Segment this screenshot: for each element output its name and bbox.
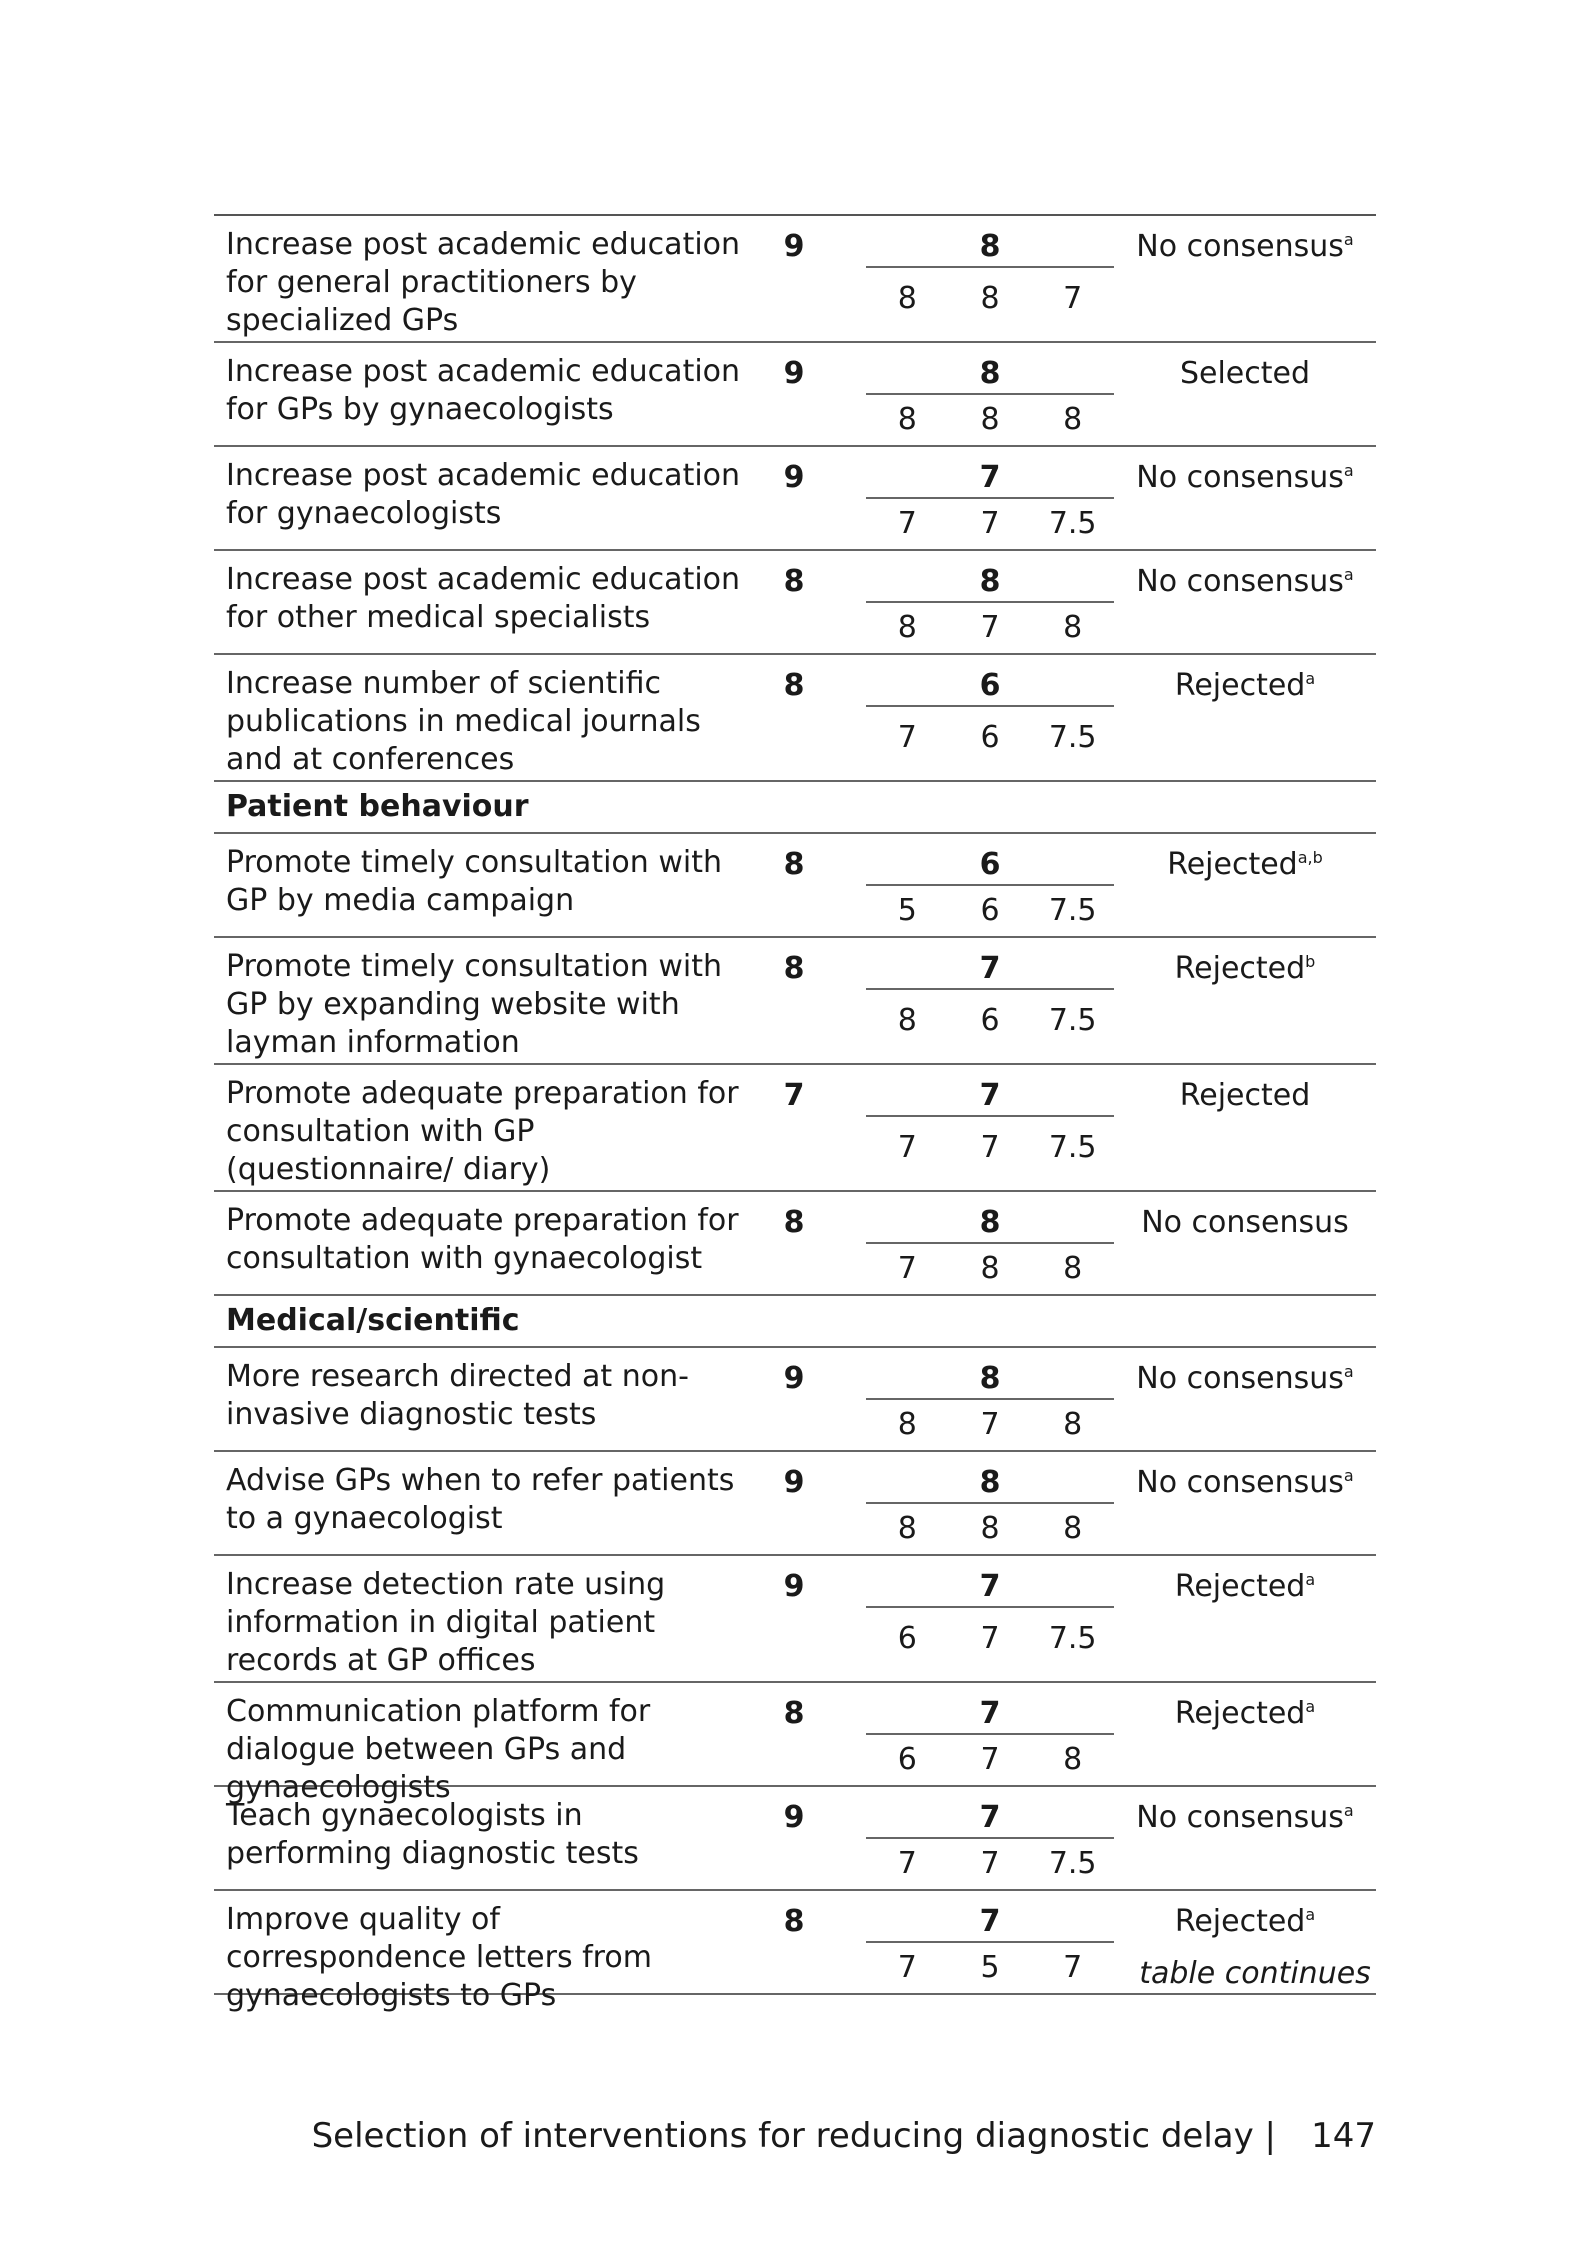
status-cell [1114,1695,1376,1733]
page-number: 147 [1311,2116,1376,2156]
status-cell [1114,1903,1376,1941]
intervention-label: Improve quality of correspondence letters from gynaecologists to GPs [226,1902,652,2013]
subgroup-score: 8 [1063,1251,1083,1286]
intervention-label: Teach gynaecologists in performing diagnostic tests [226,1798,639,1871]
subgroup-scores [866,1741,1114,1779]
subgroup-scores [866,280,1114,318]
status-text: Rejected [1174,1904,1306,1939]
intervention-label: Promote timely consultation with GP by expanding website with layman information [226,949,722,1060]
subgroup-scores [866,1845,1114,1883]
subgroup-score: 8 [897,1003,917,1038]
table-row [214,1065,1376,1192]
subgroup-score: 6 [897,1621,917,1656]
round1-score: 9 [783,460,805,495]
round1-score: 9 [783,229,805,264]
table-body [214,216,1376,2013]
status-cell [1114,355,1376,393]
round2-median: 8 [866,1464,1114,1504]
status-cell [1114,1360,1376,1398]
subgroup-scores [866,401,1114,439]
status-text: No consensus [1136,1800,1344,1835]
round2-median: 7 [866,459,1114,499]
subgroup-scores [866,1620,1114,1658]
status-text: No consensus [1136,1361,1344,1396]
footnote-marker: a [1305,1697,1316,1716]
subgroup-score: 7.5 [1048,1003,1097,1038]
table-row [214,216,1376,343]
subgroup-score: 7 [980,1130,1000,1165]
status-text: No consensus [1141,1205,1349,1240]
table-row [214,1348,1376,1452]
status-text: No consensus [1136,229,1344,264]
subgroup-score: 5 [897,893,917,928]
subgroup-scores [866,609,1114,647]
subgroup-score: 8 [897,1511,917,1546]
status-cell [1114,228,1376,266]
round1-score: 8 [783,1696,805,1731]
status-text: No consensus [1136,1465,1344,1500]
footnote-marker: b [1305,952,1316,971]
subgroup-score: 8 [897,610,917,645]
subgroup-score: 7 [1063,1950,1083,1985]
section-header-row [214,1296,1376,1348]
footnote-marker: a [1305,1570,1316,1589]
section-title: Patient behaviour [226,789,529,824]
footnote-marker: a [1343,1801,1354,1820]
table-row [214,1556,1376,1683]
status-cell [1114,1077,1376,1115]
subgroup-score: 7.5 [1048,1846,1097,1881]
round1-score: 9 [783,1465,805,1500]
table-row [214,343,1376,447]
subgroup-score: 8 [1063,610,1083,645]
round1-score: 9 [783,1800,805,1835]
subgroup-score: 7 [897,1130,917,1165]
status-cell [1114,563,1376,601]
status-text: Rejected [1174,1696,1306,1731]
status-text: Rejected [1174,668,1306,703]
subgroup-score: 8 [897,402,917,437]
round2-median: 7 [866,1695,1114,1735]
subgroup-score: 7 [897,1251,917,1286]
subgroup-score: 7.5 [1048,1621,1097,1656]
intervention-label: Increase post academic education for gynaecologists [226,458,741,531]
footnote-marker: a [1343,230,1354,249]
status-text: No consensus [1136,460,1344,495]
round1-score: 9 [783,1361,805,1396]
table-row [214,655,1376,782]
subgroup-score: 8 [980,402,1000,437]
intervention-label: Increase post academic education for other medical specialists [226,562,741,635]
subgroup-score: 7 [980,1407,1000,1442]
intervention-label: Increase detection rate using information in digital patient records at GP offices [226,1567,666,1678]
intervention-label: Increase post academic education for GPs by gynaecologists [226,354,741,427]
footnote-marker: a [1343,1466,1354,1485]
subgroup-score: 7 [980,610,1000,645]
subgroup-score: 6 [897,1742,917,1777]
footer-title: Selection of interventions for reducing diagnostic delay | [311,2116,1276,2156]
status-cell [1114,1204,1376,1242]
intervention-label: Increase post academic education for general practitioners by specialized GPs [226,227,741,338]
round1-score: 8 [783,564,805,599]
intervention-label: Communication platform for dialogue between GPs and gynaecologists [226,1694,651,1805]
subgroup-scores [866,892,1114,930]
status-text: Rejected [1167,847,1298,882]
subgroup-score: 5 [980,1950,1000,1985]
status-cell [1114,950,1376,988]
subgroup-score: 8 [980,1251,1000,1286]
status-text: Selected [1179,356,1311,391]
subgroup-scores [866,505,1114,543]
round2-median: 8 [866,1204,1114,1244]
subgroup-scores [866,1002,1114,1040]
round1-score: 9 [783,1569,805,1604]
subgroup-score: 7 [897,1950,917,1985]
subgroup-score: 7 [980,506,1000,541]
subgroup-scores [866,1406,1114,1444]
round2-median: 8 [866,1360,1114,1400]
subgroup-score: 8 [1063,1742,1083,1777]
table-row [214,1787,1376,1891]
subgroup-score: 7 [1063,281,1083,316]
subgroup-scores [866,1250,1114,1288]
round2-median: 8 [866,228,1114,268]
round2-median: 6 [866,846,1114,886]
subgroup-score: 7 [980,1621,1000,1656]
table-row [214,1192,1376,1296]
round1-score: 7 [783,1078,805,1113]
table-row [214,938,1376,1065]
round2-median: 6 [866,667,1114,707]
subgroup-score: 8 [1063,1407,1083,1442]
subgroup-score: 6 [980,720,1000,755]
subgroup-score: 7.5 [1048,1130,1097,1165]
status-cell [1114,1799,1376,1837]
subgroup-scores [866,1129,1114,1167]
subgroup-score: 6 [980,1003,1000,1038]
subgroup-score: 8 [980,1511,1000,1546]
subgroup-score: 8 [980,281,1000,316]
footnote-marker: a [1343,1362,1354,1381]
table-row [214,447,1376,551]
footnote-marker: a [1343,461,1354,480]
subgroup-scores [866,719,1114,757]
subgroup-score: 8 [1063,402,1083,437]
table-row [214,1683,1376,1805]
round2-median: 7 [866,950,1114,990]
intervention-label: Promote timely consultation with GP by media campaign [226,845,722,918]
footnote-marker: a,b [1297,848,1323,867]
status-text: Rejected [1174,951,1306,986]
subgroup-score: 7.5 [1048,893,1097,928]
status-cell [1114,846,1376,884]
subgroup-score: 7 [980,1846,1000,1881]
intervention-label: Promote adequate preparation for consultation with GP (questionnaire/ diary) [226,1076,739,1187]
table-row [214,834,1376,938]
round1-score: 8 [783,847,805,882]
round2-median: 8 [866,355,1114,395]
intervention-label: Advise GPs when to refer patients to a gynaecologist [226,1463,735,1536]
round2-median: 7 [866,1568,1114,1608]
round2-median: 7 [866,1799,1114,1839]
subgroup-score: 7 [897,506,917,541]
subgroup-score: 8 [1063,1511,1083,1546]
subgroup-scores [866,1510,1114,1548]
round1-score: 8 [783,1205,805,1240]
round2-median: 7 [866,1903,1114,1943]
table-row [214,551,1376,655]
footnote-marker: a [1343,565,1354,584]
table-row [214,1891,1376,2013]
section-title: Medical/scientific [226,1303,520,1338]
subgroup-scores [866,1949,1114,1987]
interventions-table [214,214,1376,2013]
round1-score: 8 [783,668,805,703]
intervention-label: Promote adequate preparation for consultation with gynaecologist [226,1203,739,1276]
subgroup-score: 7 [980,1742,1000,1777]
round2-median: 7 [866,1077,1114,1117]
status-cell [1114,667,1376,705]
status-cell [1114,459,1376,497]
status-text: No consensus [1136,564,1344,599]
subgroup-score: 7.5 [1048,720,1097,755]
footnote-marker: a [1305,1905,1316,1924]
subgroup-score: 7 [897,1846,917,1881]
round1-score: 8 [783,1904,805,1939]
intervention-label: Increase number of scientific publications in medical journals and at conferences [226,666,701,777]
subgroup-score: 8 [897,281,917,316]
subgroup-score: 8 [897,1407,917,1442]
intervention-label: More research directed at non-invasive diagnostic tests [226,1359,689,1432]
round1-score: 9 [783,356,805,391]
round2-median: 8 [866,563,1114,603]
table-row [214,1452,1376,1556]
round1-score: 8 [783,951,805,986]
status-text: Rejected [1174,1569,1306,1604]
subgroup-score: 6 [980,893,1000,928]
footnote-marker: a [1305,669,1316,688]
subgroup-score: 7.5 [1048,506,1097,541]
table-continues-note: table continues [1139,1956,1371,1991]
subgroup-score: 7 [897,720,917,755]
status-text: Rejected [1179,1078,1311,1113]
status-cell [1114,1568,1376,1606]
status-cell [1114,1464,1376,1502]
section-header-row [214,782,1376,834]
